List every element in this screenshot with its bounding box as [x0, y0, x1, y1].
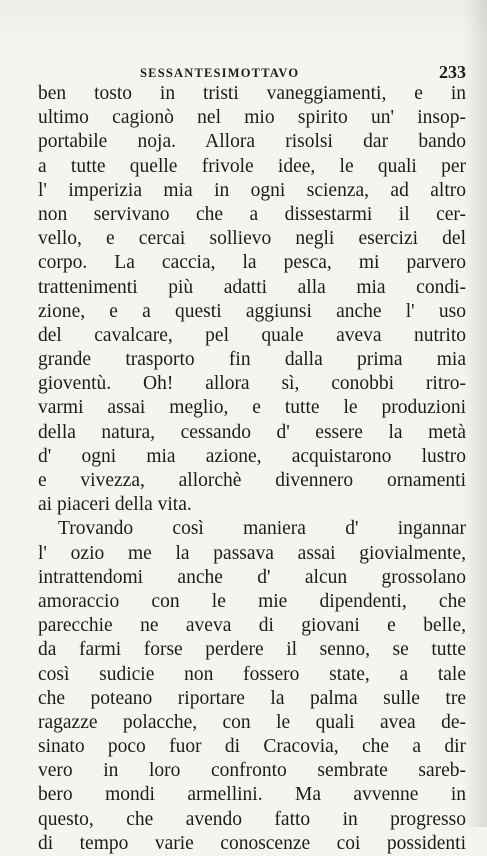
text-line: trattenimenti più adatti alla mia condi- — [38, 276, 466, 298]
text-line: vero in loro confronto sembrate sareb- — [38, 760, 466, 782]
running-head: SESSANTESIMOTTAVO — [140, 66, 300, 80]
body-text — [38, 82, 466, 856]
text-line: a tutte quelle frivole idee, le quali per — [38, 155, 466, 177]
text-line: che poteano riportare la palma sulle tre — [38, 687, 466, 709]
text-line: ultimo cagionò nel mio spirito un' insop- — [38, 107, 466, 129]
paragraph-start-line: Trovando così maniera d' ingannar — [58, 518, 466, 540]
page-number: 233 — [439, 62, 466, 82]
text-line: intrattendomi anche d' alcun grossolano — [38, 566, 466, 588]
text-line: gioventù. Oh! allora sì, conobbi ritro- — [38, 373, 466, 395]
text-line: varmi assai meglio, e tutte le produzioni — [38, 397, 466, 419]
text-line: da farmi forse perdere il senno, se tutte — [38, 639, 466, 661]
text-line: corpo. La caccia, la pesca, mi parvero — [38, 252, 466, 274]
text-line: amoraccio con le mie dipendenti, che — [38, 590, 466, 612]
text-line: e vivezza, allorchè divennero ornamenti — [38, 470, 466, 491]
text-line: della natura, cessando d' essere la metà — [38, 421, 466, 443]
text-line: portabile noja. Allora risolsi dar bando — [38, 131, 466, 153]
text-line: ben tosto in tristi vaneggiamenti, e in — [38, 83, 466, 104]
page-header — [40, 62, 466, 84]
text-line: d' ogni mia azione, acquistarono lustro — [38, 445, 466, 467]
text-line: l' imperizia mia in ogni scienza, ad altro — [38, 179, 466, 201]
text-line: non servivano che a dissestarmi il cer- — [38, 203, 466, 225]
text-line: parecchie ne aveva di giovani e belle, — [38, 615, 466, 637]
text-line: di tempo varie conoscenze coi possidenti — [38, 832, 466, 854]
paragraph-end-line: ai piaceri della vita. — [38, 494, 192, 516]
text-line: l' ozio me la passava assai giovialmente, — [38, 542, 466, 564]
text-line: sinato poco fuor di Cracovia, che a dir — [38, 736, 466, 758]
text-line: grande trasporto fin dalla prima mia — [38, 349, 466, 371]
text-line: bero mondi armellini. Ma avvenne in — [38, 784, 466, 806]
text-line: del cavalcare, pel quale aveva nutrito — [38, 324, 466, 346]
text-line: vello, e cercai sollievo negli esercizi del — [38, 228, 466, 250]
text-line: zione, e a questi aggiunsi anche l' uso — [38, 300, 466, 322]
text-line: così sudicie non fossero state, a tale — [38, 663, 466, 685]
text-line: questo, che avendo fatto in progresso — [38, 808, 466, 830]
text-line: ragazze polacche, con le quali avea de- — [38, 711, 466, 733]
